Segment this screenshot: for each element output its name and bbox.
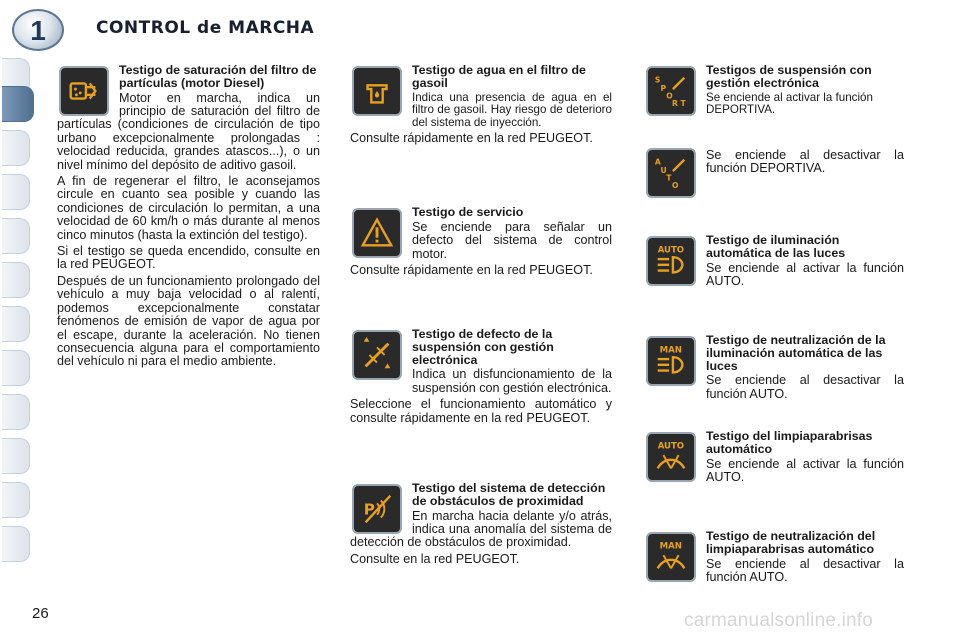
paragraph: Se enciende para señalar un defecto del sistema de control motor. [412, 219, 612, 261]
suspension-fault-icon [352, 330, 402, 380]
section-auto-suspension [644, 146, 904, 200]
section-particle-filter [57, 64, 320, 372]
chapter-tab[interactable] [2, 482, 30, 518]
chapter-tabs [0, 58, 34, 578]
page-title: CONTROL de MARCHA [96, 18, 315, 38]
page-number: 26 [32, 605, 49, 622]
paragraph: A fin de regenerar el filtro, le aconsejamos circule en cuanto sea posible y cuando las condiciones de circulación lo permitan, a una velocidad de 60 km/h o más durante al menos cinco minutos (hasta la extinción del testigo). [57, 174, 320, 242]
chapter-tab[interactable] [2, 174, 30, 210]
section-title: Testigo del limpiaparabrisas automático [706, 429, 873, 456]
sport-suspension-icon [646, 66, 696, 116]
paragraph: Se enciende al activar la función DEPORTIVA. [706, 90, 873, 117]
svg-text:P: P [363, 500, 375, 519]
paragraph: Consulte rápidamente en la red PEUGEOT. [350, 263, 593, 278]
section-title: Testigo de defecto de la suspensión con gestión electrónica [412, 327, 554, 367]
paragraph: Si el testigo se queda encendido, consulte en la red PEUGEOT. [57, 244, 320, 272]
chapter-number: 1 [30, 15, 46, 46]
paragraph: Se enciende al activar la función AUTO. [706, 260, 904, 288]
paragraph: Consulte en la red PEUGEOT. [350, 551, 520, 566]
section-sport-suspension [644, 64, 904, 120]
auto-headlamp-icon [646, 236, 696, 286]
section-auto-headlamp [644, 234, 904, 291]
paragraph: Se enciende al desactivar la función AUTO. [706, 556, 904, 584]
svg-text:MAN: MAN [659, 541, 682, 552]
paragraph: Indica un disfuncionamiento de la suspensión con gestión electrónica. [412, 367, 612, 395]
svg-text:U: U [660, 166, 667, 175]
paragraph: Después de un funcionamiento prolongado del vehículo a muy baja velocidad o al ralentí, podemos excepcionalmente constatar fenómenos de emisión de vapor de agua por el escape, durante la aceleración. No tienen consecuencia alguna para el comportamiento del vehículo ni para el medio ambiente. [57, 273, 320, 369]
paragraph: Motor en marcha, indica un principio de saturación del filtro de partículas (condiciones de circulación de tipo urbano excepcionalmente prolongadas : velocidad reducida, grandes atascos...), o un nivel mínimo del depósito de aditivo gasoil. [57, 90, 320, 172]
svg-text:O: O [666, 91, 673, 101]
svg-text:T: T [680, 99, 686, 109]
chapter-tab[interactable] [2, 394, 30, 430]
section-manual-wiper [644, 530, 904, 587]
chapter-tab[interactable] [2, 306, 30, 342]
svg-text:A: A [654, 157, 661, 167]
svg-text:AUTO: AUTO [657, 245, 685, 256]
paragraph: Consulte rápidamente en la red PEUGEOT. [350, 131, 593, 146]
parking-sensor-off-icon [352, 484, 402, 534]
paragraph: En marcha hacia delante y/o atrás, indica una anomalía del sistema de detección de obstáculos de proximidad. [350, 508, 612, 550]
section-title: Testigo de iluminación automática de las luces [706, 233, 846, 260]
section-title: Testigo de neutralización del limpiaparabrisas automático [706, 529, 876, 556]
svg-text:T: T [666, 173, 672, 183]
paragraph: Se enciende al desactivar la función AUTO. [706, 373, 904, 401]
auto-wiper-icon [646, 432, 696, 482]
water-in-fuel-icon [352, 66, 402, 116]
svg-text:AUTO: AUTO [657, 441, 685, 452]
chapter-tab[interactable] [2, 438, 30, 474]
section-suspension-fault [350, 328, 612, 428]
paragraph: Se enciende al activar la función AUTO. [706, 456, 904, 484]
section-title: Testigo de saturación del filtro de partículas (motor Diesel) [119, 63, 317, 90]
section-manual-headlamp [644, 334, 904, 404]
svg-text:S: S [654, 75, 661, 85]
particle-filter-icon [59, 66, 109, 116]
chapter-tab[interactable] [2, 218, 30, 254]
warning-triangle-icon [352, 208, 402, 258]
chapter-tab[interactable] [2, 130, 30, 166]
auto-suspension-icon [646, 148, 696, 198]
chapter-tab[interactable] [2, 262, 30, 298]
paragraph: Seleccione el funcionamiento automático y consulte rápidamente en la red PEUGEOT. [350, 397, 612, 425]
svg-text:MAN: MAN [659, 345, 682, 356]
section-parking-sensor [350, 482, 612, 569]
section-title: Testigo de neutralización de la iluminación automática de las luces [706, 333, 886, 373]
paragraph: Se enciende al desactivar la función DEPORTIVA. [706, 148, 904, 176]
manual-wiper-icon [646, 532, 696, 582]
chapter-badge [12, 9, 64, 51]
chapter-tab[interactable] [2, 350, 30, 386]
section-title: Testigo del sistema de detección de obstáculos de proximidad [412, 481, 606, 508]
section-title: Testigo de agua en el filtro de gasoil [412, 63, 586, 90]
section-service [350, 206, 612, 280]
manual-headlamp-icon [646, 336, 696, 386]
section-title: Testigos de suspensión con gestión electrónica [706, 63, 872, 90]
section-title: Testigo de servicio [412, 205, 524, 219]
chapter-tab-active[interactable] [2, 86, 34, 122]
paragraph: Indica una presencia de agua en el filtro de gasoil. Hay riesgo de deterioro del sistema de inyección. [412, 90, 612, 129]
chapter-tab[interactable] [2, 526, 30, 562]
section-auto-wiper [644, 430, 904, 487]
watermark: carmanualsonline.info [684, 610, 874, 631]
svg-text:R: R [671, 99, 678, 109]
section-water-in-fuel [350, 64, 612, 149]
svg-text:P: P [660, 84, 667, 93]
svg-text:O: O [671, 181, 679, 191]
